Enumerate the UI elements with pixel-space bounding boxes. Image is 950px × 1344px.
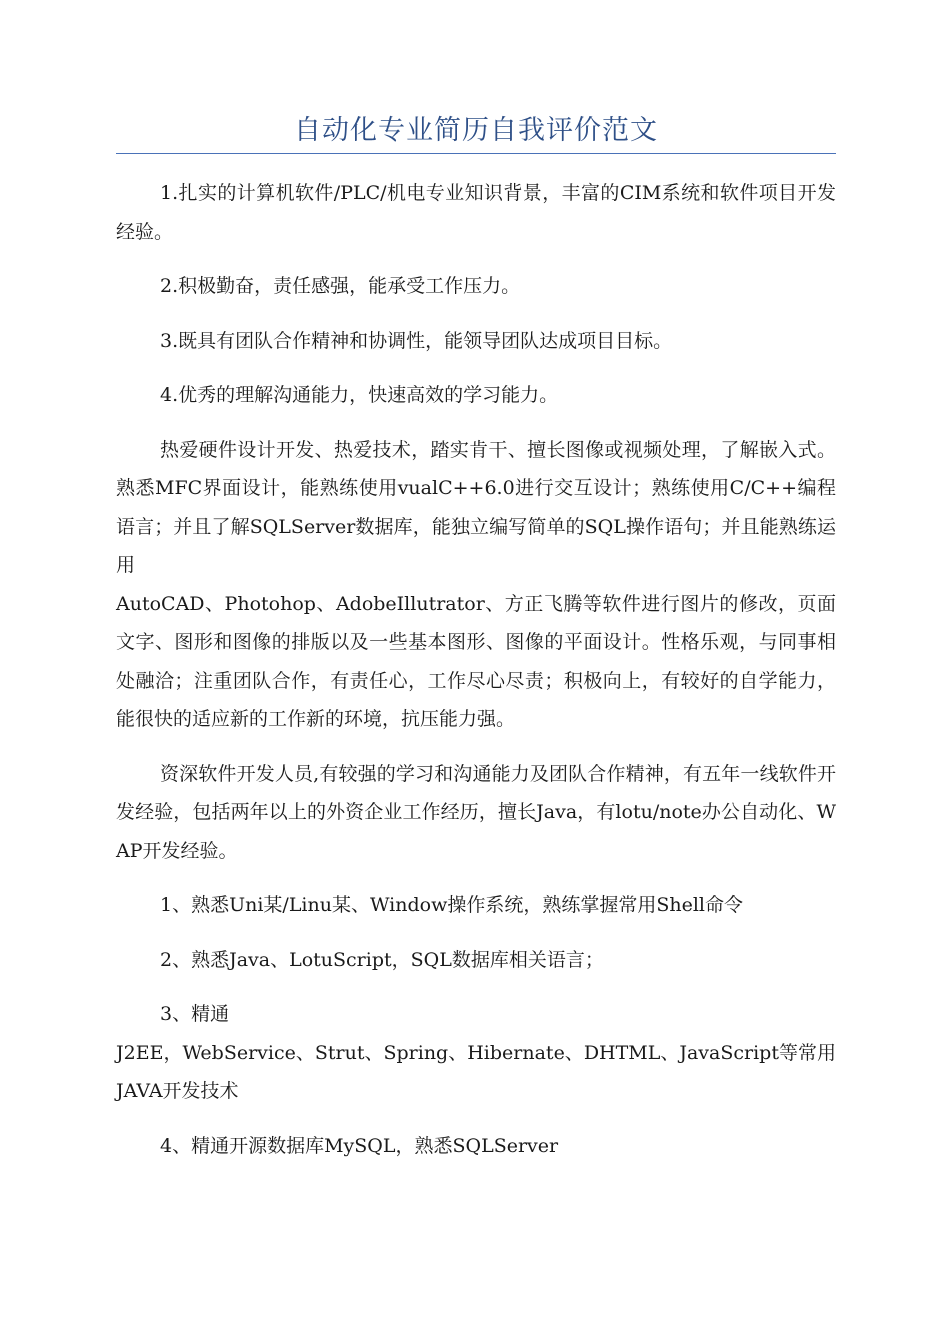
paragraph: 1、熟悉Uni某/Linu某、Window操作系统，熟练掌握常用Shell命令 (160, 894, 744, 916)
paragraph: 2、熟悉Java、LotuScript，SQL数据库相关语言； (160, 948, 604, 971)
paragraph: 4、精通开源数据库MySQL，熟悉SQLServer (160, 1134, 559, 1157)
paragraph: 热爱硬件设计开发、热爱技术，踏实肯干、擅长图像或视频处理，了解嵌入式。熟悉MFC界面设计，能熟练使用vualC++6.0进行交互设计；熟练使用C/C++编程语言；并且了解SQLServer数据库，能独立编写简单的SQL操作语句；并且能熟练运用 (116, 438, 836, 576)
paragraph: AutoCAD、Photohop、AdobeIllutrator、方正飞腾等软件进行图片的修改，页面文字、图形和图像的排版以及一些基本图形、图像的平面设计。性格乐观，与同事相处融洽；注重团队合作，有责任心，工作尽心尽责；积极向上，有较好的自学能力，能很快的适应新的工作新的环境，抗压能力强。 (116, 592, 836, 730)
paragraph: 3.既具有团队合作精神和协调性，能领导团队达成项目目标。 (160, 329, 673, 352)
paragraph: 1.扎实的计算机软件/PLC/机电专业知识背景，丰富的CIM系统和软件项目开发经验。 (116, 182, 836, 243)
paragraph: 资深软件开发人员,有较强的学习和沟通能力及团队合作精神，有五年一线软件开发经验，包括两年以上的外资企业工作经历，擅长Java，有lotu/note办公自动化、WAP开发经验。 (116, 762, 836, 862)
document-title: 自动化专业简历自我评价范文 (294, 115, 658, 146)
paragraph: 4.优秀的理解沟通能力，快速高效的学习能力。 (160, 384, 559, 406)
paragraph: J2EE，WebService、Strut、Spring、Hibernate、DHTML、JavaScript等常用JAVA开发技术 (116, 1041, 836, 1102)
paragraph: 2.积极勤奋，责任感强，能承受工作压力。 (160, 275, 521, 297)
title-underline (116, 153, 836, 154)
paragraph: 3、精通 (160, 1003, 230, 1025)
document-body (116, 174, 836, 1181)
